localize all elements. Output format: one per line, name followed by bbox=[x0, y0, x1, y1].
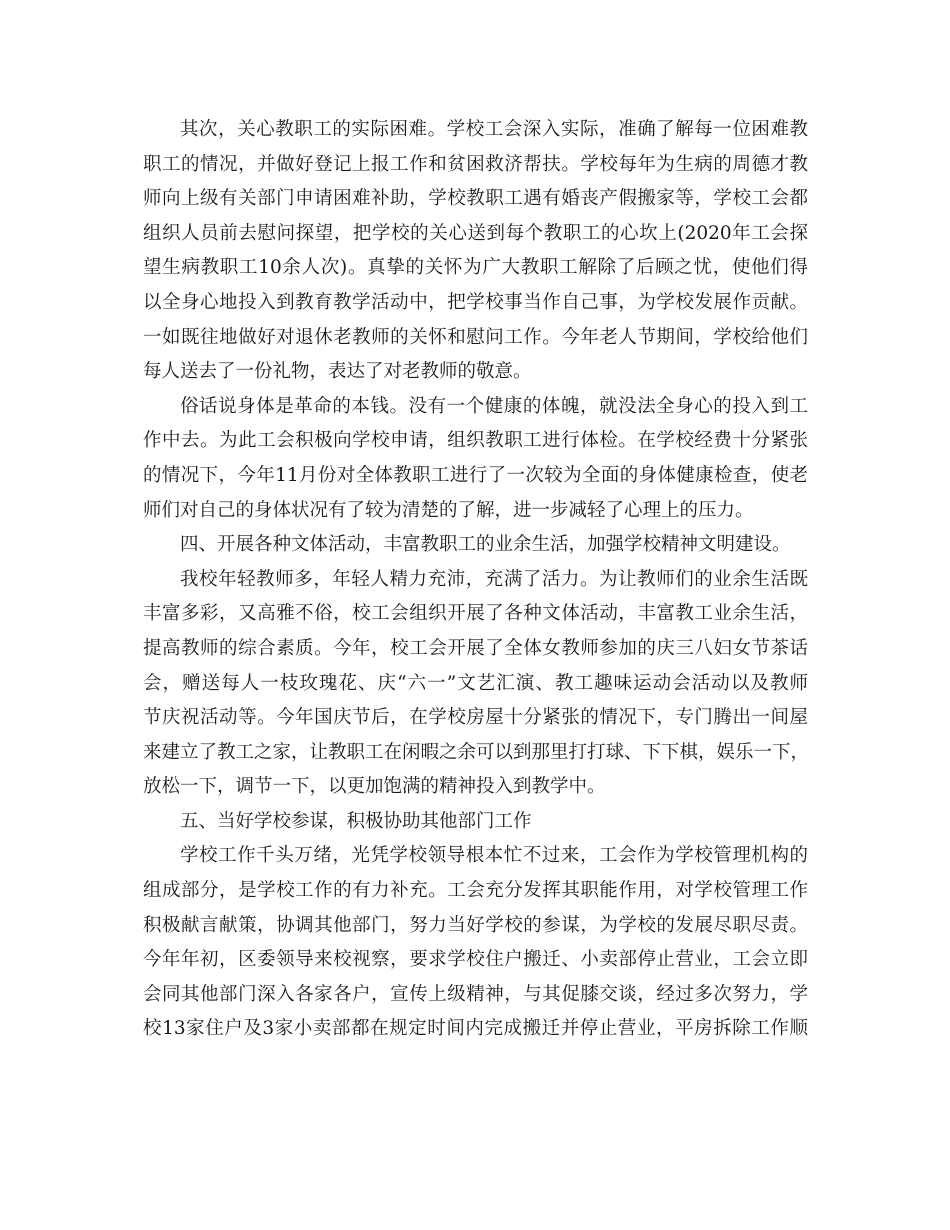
text-line: 职工的情况，并做好登记上报工作和贫困救济帮扶。学校每年为生病的周德才教 bbox=[143, 153, 808, 175]
text-line: 提高教师的综合素质。今年，校工会开展了全体女教师参加的庆三八妇女节茶话 bbox=[143, 637, 808, 659]
text-line: 师们对自己的身体状况有了较为清楚的了解，进一步减轻了心理上的压力。 bbox=[143, 499, 754, 521]
document-body bbox=[143, 113, 808, 1047]
text-line: 放松一下，调节一下，以更加饱满的精神投入到教学中。 bbox=[143, 776, 606, 798]
text-line: 我校年轻教师多，年轻人精力充沛，充满了活力。为让教师们的业余生活既 bbox=[180, 568, 808, 590]
text-line: 其次，关心教职工的实际困难。学校工会深入实际，准确了解每一位困难教 bbox=[180, 119, 808, 140]
text-line: 一如既往地做好对退休老教师的关怀和慰问工作。今年老人节期间，学校给他们 bbox=[143, 326, 808, 348]
text-line: 俗话说身体是革命的本钱。没有一个健康的体魄，就没法全身心的投入到工 bbox=[180, 395, 808, 417]
text-line: 丰富多彩，又高雅不俗，校工会组织开展了各种文体活动，丰富教工业余生活， bbox=[143, 603, 808, 625]
text-line: 会同其他部门深入各家各户，宣传上级精神，与其促膝交谈，经过多次努力，学 bbox=[143, 983, 808, 1005]
text-line: 组织人员前去慰问探望，把学校的关心送到每个教职工的心坎上(2020年工会探 bbox=[143, 222, 808, 244]
text-line: 组成部分，是学校工作的有力补充。工会充分发挥其职能作用，对学校管理工作 bbox=[143, 880, 808, 902]
text-line: 师向上级有关部门申请困难补助，学校教职工遇有婚丧产假搬家等，学校工会都 bbox=[143, 188, 808, 210]
text-line: 学校工作千头万绪，光凭学校领导根本忙不过来，工会作为学校管理机构的 bbox=[180, 845, 808, 867]
text-line: 望生病教职工10余人次)。真挚的关怀为广大教职工解除了后顾之忧，使他们得 bbox=[143, 257, 808, 279]
text-line: 每人送去了一份礼物，表达了对老教师的敬意。 bbox=[143, 361, 532, 383]
text-line: 校13家住户及3家小卖部都在规定时间内完成搬迁并停止营业，平房拆除工作顺 bbox=[143, 1018, 808, 1040]
text-line: 四、开展各种文体活动，丰富教职工的业余生活，加强学校精神文明建设。 bbox=[180, 534, 791, 556]
text-line: 的情况下，今年11月份对全体教职工进行了一次较为全面的身体健康检查，使老 bbox=[143, 464, 808, 486]
text-line: 会，赠送每人一枝玫瑰花、庆“六一”文艺汇演、教工趣味运动会活动以及教师 bbox=[143, 672, 808, 694]
text-line: 节庆祝活动等。今年国庆节后，在学校房屋十分紧张的情况下，专门腾出一间屋 bbox=[143, 707, 808, 729]
text-line: 以全身心地投入到教育教学活动中，把学校事当作自己事，为学校发展作贡献。 bbox=[143, 291, 808, 313]
text-line: 来建立了教工之家，让教职工在闲暇之余可以到那里打打球、下下棋，娱乐一下， bbox=[143, 741, 810, 763]
text-line: 五、当好学校参谋，积极协助其他部门工作 bbox=[180, 810, 532, 832]
text-line: 积极献言献策，协调其他部门，努力当好学校的参谋，为学校的发展尽职尽责。 bbox=[143, 914, 808, 936]
text-line: 今年年初，区委领导来校视察，要求学校住户搬迁、小卖部停止营业，工会立即 bbox=[143, 949, 808, 971]
text-line: 作中去。为此工会积极向学校申请，组织教职工进行体检。在学校经费十分紧张 bbox=[143, 430, 808, 452]
